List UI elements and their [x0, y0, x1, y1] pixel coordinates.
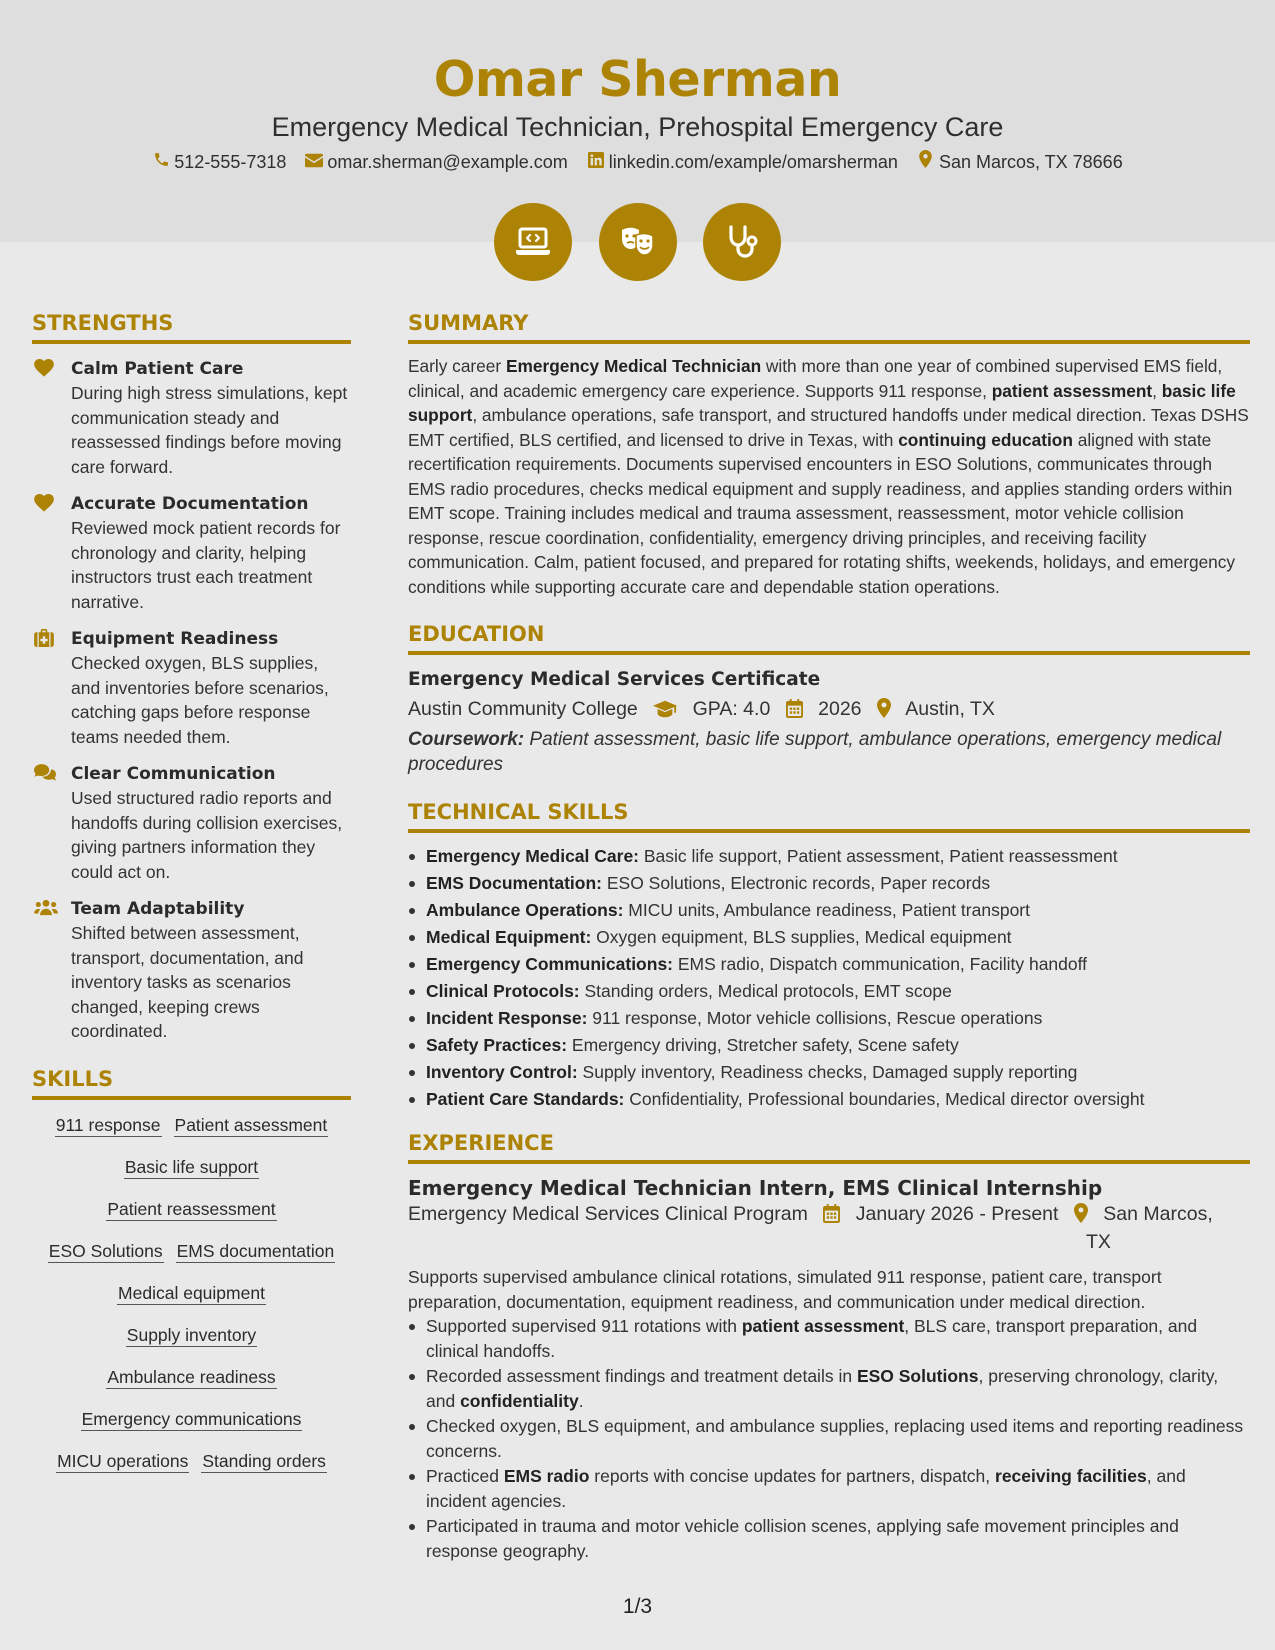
strength-desc: During high stress simulations, kept communication steady and reassessed findings before moving care forward.: [71, 383, 348, 477]
technical-skill-value: Standing orders, Medical protocols, EMT scope: [579, 981, 952, 1001]
skill-tag: Ambulance readiness: [107, 1366, 276, 1387]
skill-tag: EMS documentation: [176, 1240, 335, 1261]
text-run: reports with concise updates for partners, dispatch,: [589, 1466, 996, 1486]
education-heading: EDUCATION: [408, 619, 1250, 655]
technical-skill-item: [408, 1086, 1250, 1113]
text-run: , BLS care, transport preparation, and clinical handoffs.: [426, 1316, 1198, 1361]
job-description: Supports supervised ambulance clinical rotations, simulated 911 response, patient care, transport preparation, documentation, equipment readiness, and communication under medical direction.: [408, 1267, 1162, 1312]
skill-tag: Patient assessment: [174, 1114, 328, 1135]
graduation-cap-icon: [653, 696, 677, 728]
location-text: San Marcos, TX 78666: [938, 152, 1123, 172]
job-location-state: TX: [1086, 1231, 1111, 1253]
emphasis-text: receiving facilities: [995, 1466, 1147, 1486]
technical-skill-item: [408, 870, 1250, 897]
job-bullet: [408, 1464, 1250, 1513]
job-title: Emergency Medical Technician Intern, EMS Clinical Internship: [408, 1176, 1103, 1200]
heart-icon: [34, 359, 54, 379]
text-run: Participated in trauma and motor vehicle collision scenes, applying safe movement principles and response geography.: [426, 1516, 1179, 1561]
text-run: Checked oxygen, BLS equipment, and ambulance supplies, replacing used items and reporting readiness concerns.: [426, 1416, 1244, 1461]
technical-skill-label: Patient Care Standards:: [426, 1089, 625, 1109]
technical-skill-item: [408, 897, 1250, 924]
skills-row: [32, 1114, 351, 1137]
technical-skill-value: Confidentiality, Professional boundaries, Medical director oversight: [624, 1089, 1145, 1109]
strength-desc: Shifted between assessment, transport, documentation, and inventory tasks as scenarios changed, keeping crews coordinated.: [71, 923, 304, 1041]
emphasis-text: ESO Solutions: [856, 1366, 979, 1386]
text-run: Early career: [408, 356, 506, 376]
emphasis-text: EMS radio: [503, 1466, 590, 1486]
badge-masks: [599, 203, 677, 281]
skills-row: [32, 1408, 351, 1431]
technical-skill-value: Emergency driving, Stretcher safety, Scene safety: [567, 1035, 959, 1055]
contact-email[interactable]: [305, 150, 567, 175]
calendar-icon: [823, 1204, 840, 1230]
skills-row: [32, 1240, 351, 1263]
skill-tag: 911 response: [55, 1114, 161, 1135]
emphasis-text: patient assessment: [991, 380, 1153, 401]
job-meta: [408, 1202, 1250, 1255]
job-location-city: San Marcos,: [1103, 1203, 1213, 1225]
technical-skill-label: EMS Documentation:: [426, 873, 602, 893]
skill-tag: ESO Solutions: [48, 1240, 163, 1261]
skills-heading: SKILLS: [32, 1064, 351, 1100]
technical-skill-value: 911 response, Motor vehicle collisions, Rescue operations: [587, 1008, 1043, 1028]
text-run: aligned with state recertification requirements. Documents supervised encounters in ESO Solutions, communicates through EMS radio procedures, checks medical equipment and supply readiness, and applies standing orders within EMT scope. Training includes medical and trauma assessment, reassessment, motor vehicle collision response, rescue coordination, confidentiality, emergency driving principles, and receiving facility communication. Calm, patient focused, and prepared for rotating shifts, weekends, holidays, and emergency conditions while supporting accurate care and dependable station operations.: [408, 429, 1236, 597]
strength-desc: Checked oxygen, BLS supplies, and inventories before scenarios, catching gaps before response teams needed them.: [71, 653, 329, 747]
comments-icon: [34, 764, 54, 784]
technical-skill-value: ESO Solutions, Electronic records, Paper records: [601, 873, 991, 893]
technical-skills-heading: TECHNICAL SKILLS: [408, 797, 1250, 833]
map-marker-icon: [917, 150, 935, 175]
skill-tag: MICU operations: [57, 1450, 189, 1471]
text-run: Supported supervised 911 rotations with: [426, 1316, 742, 1336]
skills-row: [32, 1324, 351, 1347]
page-number: 1/3: [622, 1595, 653, 1618]
strength-item: [32, 357, 351, 479]
skill-tag: Standing orders: [202, 1450, 326, 1471]
summary-text: [408, 354, 1250, 599]
strength-item: [32, 762, 351, 884]
strength-item: [32, 627, 351, 749]
phone-text: 512-555-7318: [174, 152, 287, 172]
summary-heading: SUMMARY: [408, 308, 1250, 344]
calendar-icon: [786, 696, 803, 728]
text-run: with more than one year of combined supervised EMS field, clinical, and academic emergency care experience. Supports 911 response,: [408, 356, 1223, 401]
experience-heading: EXPERIENCE: [408, 1128, 1250, 1164]
technical-skill-item: [408, 978, 1250, 1005]
strength-title: Team Adaptability: [71, 899, 245, 919]
technical-skill-value: Basic life support, Patient assessment, Patient reassessment: [639, 846, 1118, 866]
education-details: [408, 693, 1250, 728]
skills-row: [32, 1366, 351, 1389]
strength-title: Accurate Documentation: [71, 494, 309, 514]
text-run: .: [578, 1390, 584, 1411]
skill-tag: Basic life support: [124, 1156, 259, 1177]
contact-phone[interactable]: [152, 150, 286, 175]
text-run: , and incident agencies.: [426, 1466, 1186, 1511]
education-school: Austin Community College: [408, 698, 638, 720]
contact-linkedin[interactable]: [587, 150, 898, 175]
skill-tag: Supply inventory: [126, 1324, 257, 1345]
strength-item: [32, 897, 351, 1044]
technical-skill-label: Medical Equipment:: [426, 927, 592, 947]
right-column: [408, 308, 1250, 1564]
technical-skill-label: Inventory Control:: [426, 1062, 578, 1082]
envelope-icon: [305, 151, 323, 175]
job-organization: Emergency Medical Services Clinical Program: [408, 1203, 808, 1225]
technical-skill-value: EMS radio, Dispatch communication, Facility handoff: [673, 954, 1088, 974]
job-bullet: [408, 1514, 1250, 1563]
left-column: [32, 308, 351, 1492]
education-gpa: GPA: 4.0: [692, 698, 771, 720]
linkedin-icon: [587, 151, 605, 175]
email-text: omar.sherman@example.com: [327, 152, 568, 172]
strength-title: Calm Patient Care: [71, 359, 244, 379]
strengths-heading: STRENGTHS: [32, 308, 351, 344]
candidate-name: Omar Sherman: [433, 51, 842, 108]
technical-skill-label: Emergency Communications:: [426, 954, 673, 974]
text-run: Recorded assessment findings and treatment details in: [426, 1366, 857, 1386]
technical-skill-item: [408, 1032, 1250, 1059]
technical-skill-value: MICU units, Ambulance readiness, Patient transport: [623, 900, 1030, 920]
skill-tag: Emergency communications: [81, 1408, 302, 1429]
job-bullet: [408, 1414, 1250, 1463]
education-coursework: [408, 728, 1250, 777]
masks-theater-icon: [618, 222, 658, 262]
skills-row: [32, 1156, 351, 1179]
emphasis-text: Emergency Medical Technician: [505, 356, 762, 376]
laptop-code-icon: [513, 222, 553, 262]
technical-skill-label: Incident Response:: [426, 1008, 588, 1028]
coursework-text: Patient assessment, basic life support, ambulance operations, emergency medical procedures: [408, 729, 1222, 775]
candidate-title: Emergency Medical Technician, Prehospital Emergency Care: [271, 112, 1004, 142]
technical-skill-value: Supply inventory, Readiness checks, Damaged supply reporting: [577, 1062, 1078, 1082]
strength-desc: Reviewed mock patient records for chronology and clarity, helping instructors trust each treatment narrative.: [71, 518, 341, 612]
text-run: , preserving chronology, clarity, and: [426, 1366, 1219, 1411]
technical-skill-item: [408, 1059, 1250, 1086]
text-run: Practiced: [426, 1466, 504, 1486]
technical-skill-label: Ambulance Operations:: [426, 900, 624, 920]
technical-skill-value: Oxygen equipment, BLS supplies, Medical equipment: [591, 927, 1012, 947]
technical-skill-label: Emergency Medical Care:: [426, 846, 640, 866]
skills-row: [32, 1282, 351, 1305]
education-location: Austin, TX: [905, 698, 995, 720]
skills-list: [32, 1114, 351, 1473]
skill-tag: Medical equipment: [118, 1282, 265, 1303]
resume-header: [0, 48, 1275, 175]
skills-row: [32, 1198, 351, 1221]
job-bullet: [408, 1364, 1250, 1413]
emphasis-text: patient assessment: [741, 1316, 905, 1336]
medical-kit-icon: [34, 629, 54, 649]
skill-tag: Patient reassessment: [107, 1198, 276, 1219]
technical-skill-item: [408, 951, 1250, 978]
strength-item: [32, 492, 351, 614]
job-bullets: [408, 1314, 1250, 1563]
technical-skill-item: [408, 924, 1250, 951]
technical-skill-item: [408, 843, 1250, 870]
text-run: ,: [1152, 380, 1162, 401]
emphasis-text: continuing education: [898, 429, 1073, 450]
contact-location: [917, 150, 1123, 175]
skills-row: [32, 1450, 351, 1473]
badge-stethoscope: [703, 203, 781, 281]
map-marker-icon: [1074, 1203, 1088, 1230]
emphasis-text: confidentiality: [460, 1390, 579, 1411]
contact-row: [0, 150, 1275, 175]
users-icon: [34, 899, 54, 919]
text-run: , ambulance operations, safe transport, and structured handoffs under medical direction. Texas DSHS EMT certified, BLS certified, and licensed to drive in Texas, with: [408, 405, 1249, 450]
strength-desc: Used structured radio reports and handoffs during collision exercises, giving partners information they could act on.: [71, 788, 343, 882]
technical-skill-label: Safety Practices:: [426, 1035, 568, 1055]
phone-icon: [152, 151, 170, 175]
strength-title: Clear Communication: [71, 764, 276, 784]
map-marker-icon: [877, 696, 891, 728]
emphasis-text: basic life support: [408, 380, 1236, 425]
stethoscope-icon: [722, 222, 762, 262]
job-bullet: [408, 1314, 1250, 1363]
technical-skill-item: [408, 1005, 1250, 1032]
technical-skills-list: [408, 843, 1250, 1113]
coursework-label: Coursework:: [408, 729, 525, 750]
heart-icon: [34, 494, 54, 514]
education-year: 2026: [818, 698, 862, 720]
technical-skill-label: Clinical Protocols:: [426, 981, 580, 1001]
education-degree: Emergency Medical Services Certificate: [408, 669, 821, 690]
job-dates: January 2026 - Present: [855, 1203, 1059, 1225]
strength-title: Equipment Readiness: [71, 629, 279, 649]
linkedin-text: linkedin.com/example/omarsherman: [608, 152, 898, 172]
badge-laptop: [494, 203, 572, 281]
badge-row: [0, 203, 1275, 281]
